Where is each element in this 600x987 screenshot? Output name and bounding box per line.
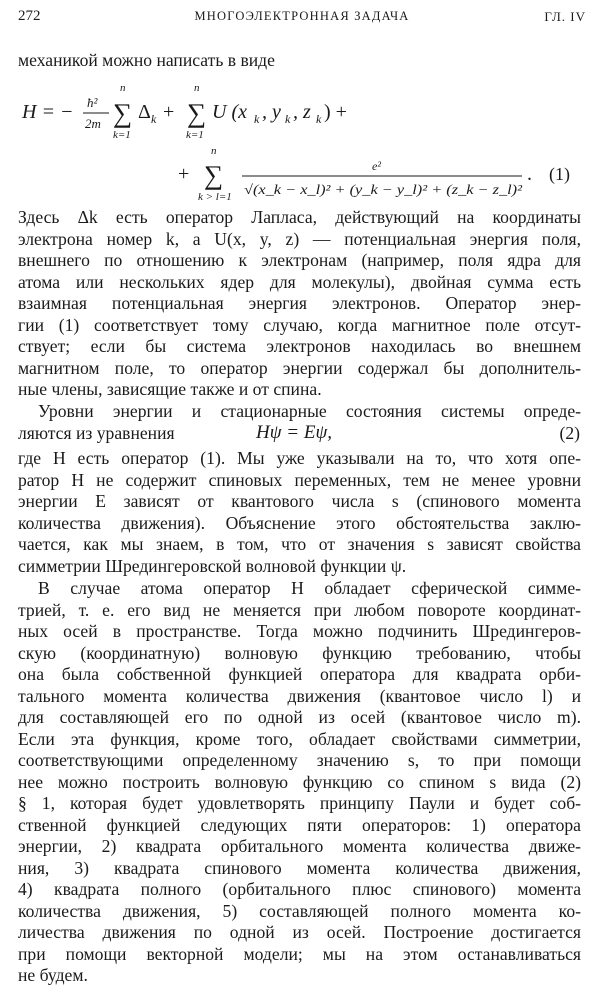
eq1-sum2-upper: n xyxy=(194,82,200,94)
text-line: ственной функцией следующих пяти операторов: 1) оператора xyxy=(18,814,581,835)
paragraph-4 xyxy=(18,578,581,987)
equation-1-svg xyxy=(0,78,600,203)
text-line: гии (1) соответствует тому случаю, когда магнитное поле отсут- xyxy=(18,314,581,335)
eq1-sum1-lower: k=1 xyxy=(113,129,131,141)
text-line: электрона номер k, а U(x, y, z) — потенциальная энергия поля, xyxy=(18,228,581,249)
text-line: магнитном поле, то оператор энергии содержал бы дополнитель- xyxy=(18,357,581,378)
text-line: Если эта функция, кроме того, обладает свойствами симметрии, xyxy=(18,728,581,749)
eq1-sum1-upper: n xyxy=(120,82,126,94)
paragraph-1 xyxy=(18,207,581,401)
eq1-dsum-lower: k > l=1 xyxy=(198,191,232,203)
text-line: симметрии Шредингеровской волновой функции ψ. xyxy=(18,555,407,576)
eq1-sum2-lower: k=1 xyxy=(186,129,204,141)
eq1-lhs: H = − xyxy=(22,101,74,123)
eq1-potential: U (x xyxy=(212,101,247,123)
text-line: нее можно построить волновую функцию со спином s вида (2) xyxy=(18,771,581,792)
eq1-delta: Δ xyxy=(138,101,151,123)
paragraph-3 xyxy=(18,448,581,577)
eq1-2m: 2m xyxy=(85,116,101,131)
text-line: энергии E зависят от квантового числа s (спинового момента xyxy=(18,491,581,511)
text-line: энергии, 2) квадрата орбитального момента количества движе- xyxy=(18,836,581,856)
text-line: 4) квадрата полного (орбитального плюс спинового) момента xyxy=(18,879,581,899)
text-line: соответствующими определенному значению s, то при помощи xyxy=(18,750,581,770)
eq1-sub-x: k xyxy=(254,112,260,126)
eq1-period: . xyxy=(527,163,532,185)
eq1-line2-plus: + xyxy=(178,163,190,185)
eq2-expression: Hψ = Eψ, xyxy=(256,422,332,443)
eq1-denominator: √(x_k − x_l)² + (y_k − y_l)² + (z_k − z_l)² xyxy=(244,182,524,197)
text-line: количества движения). Объяснение этого обстоятельства заклю- xyxy=(18,512,581,533)
equation-1 xyxy=(0,78,600,203)
eq1-potential-end: ) + xyxy=(324,101,347,123)
text-line: при помощи векторной модели; мы на этом останавливаться xyxy=(18,943,581,964)
text-line: внешнего по отношению к электронам (например, поля ядра для xyxy=(18,250,581,270)
text-line: Здесь Δk есть оператор Лапласа, действующий на координаты xyxy=(18,207,581,227)
eq1-dsum-upper: n xyxy=(211,145,217,157)
text-line: В случае атома оператор H обладает сферической симме- xyxy=(38,578,581,598)
text-line: личества движения по одной из осей. Построение достигается xyxy=(18,922,581,942)
eq1-sum2-sigma: ∑ xyxy=(187,98,207,128)
text-line: Уровни энергии и стационарные состояния системы опреде- xyxy=(38,401,581,421)
intro-text xyxy=(18,50,581,72)
text-line: ствует; если бы система электронов находилась во внешнем xyxy=(18,336,581,356)
text-line: не будем. xyxy=(18,965,88,985)
text-line: ния, 3) квадрата спинового момента количества движения, xyxy=(18,857,581,878)
text-line: ные члены, зависящие также и от спина. xyxy=(18,379,322,399)
text-line: взаимная потенциальная энергия электронов. Оператор энер- xyxy=(18,293,581,313)
page-header xyxy=(18,8,586,30)
text-line: для составляющей его по одной из осей (квантовое число m). xyxy=(18,707,581,727)
text-line: ных осей в пространстве. Тогда можно подчинить Шредингеров- xyxy=(18,621,581,641)
text-line: трией, т. е. его вид не меняется при любом повороте координат- xyxy=(18,599,581,620)
eq1-sub-y: k xyxy=(285,112,291,126)
running-title: МНОГОЭЛЕКТРОННАЯ ЗАДАЧА xyxy=(194,9,410,23)
text-line: чается, как мы знаем, в том, что от значения s зависят свойства xyxy=(18,534,581,554)
eq1-numerator: e² xyxy=(372,159,381,173)
text-line: тального момента количества движения (квантовое число l) и xyxy=(18,685,581,706)
eq2-number: (2) xyxy=(559,423,580,443)
eq1-plus1: + xyxy=(163,101,175,123)
text-line: количества движения, 5) составляющей полного момента ко- xyxy=(18,900,581,921)
text-line: § 1, которая будет удовлетворять принципу Паули и будет соб- xyxy=(18,793,581,813)
equation-2 xyxy=(0,420,600,446)
eq1-delta-sub: k xyxy=(151,112,157,126)
eq1-hbar: ħ² xyxy=(87,95,98,110)
eq1-dsum-sigma: ∑ xyxy=(204,160,224,190)
text-line: механикой можно написать в виде xyxy=(18,50,275,70)
text-line: ляются из уравнения xyxy=(18,422,175,443)
text-line: скую (координатную) волновую функцию требованию, чтобы xyxy=(18,642,581,663)
eq1-arg-y: , y xyxy=(262,101,281,123)
text-line: атома или нескольких ядер для молекулы), двойная сумма есть xyxy=(18,271,581,292)
eq1-arg-z: , z xyxy=(293,101,311,123)
text-line: где H есть оператор (1). Мы уже указывали на то, что хотя опе- xyxy=(18,448,581,468)
eq1-sum1-sigma: ∑ xyxy=(113,98,133,128)
eq1-number: (1) xyxy=(549,164,570,184)
text-line: она была собственной функцией оператора для квадрата орби- xyxy=(18,664,581,684)
page-number: 272 xyxy=(18,8,41,24)
chapter-label: ГЛ. IV xyxy=(544,9,586,24)
eq1-sub-z: k xyxy=(316,112,322,126)
text-line: ратор H не содержит спиновых переменных, тем не менее уровни xyxy=(18,469,581,490)
